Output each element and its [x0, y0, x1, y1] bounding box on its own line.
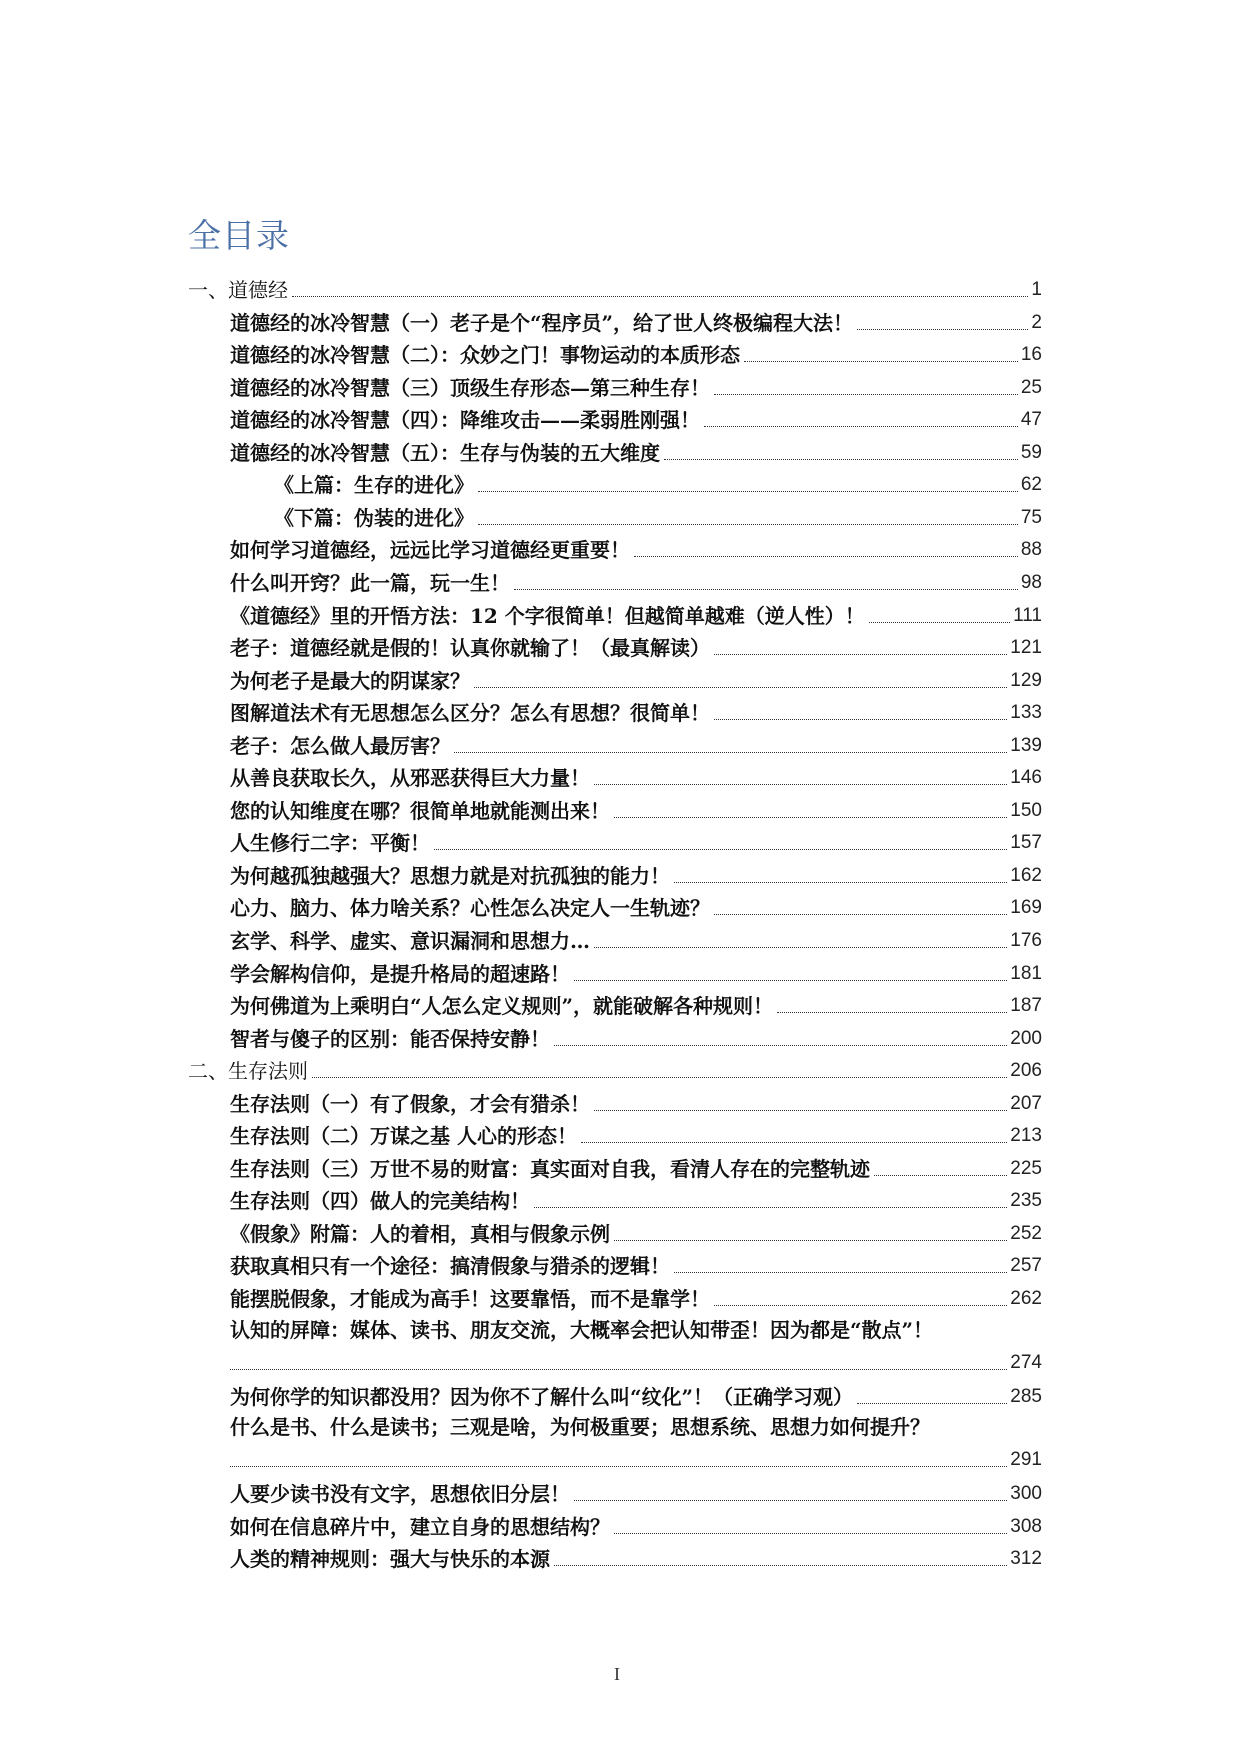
toc-entry[interactable] — [0, 598, 1241, 630]
dot-leader — [714, 913, 1007, 915]
dot-leader — [614, 1239, 1007, 1241]
toc-entry-page: 207 — [1010, 1093, 1042, 1114]
dot-leader — [534, 1206, 1007, 1208]
toc-entry-title: 《上篇：生存的进化》 — [274, 473, 474, 497]
toc-entry[interactable] — [0, 630, 1241, 662]
dot-leader — [581, 1141, 1007, 1143]
toc-entry[interactable] — [0, 532, 1241, 564]
toc-entry-page: 235 — [1010, 1190, 1042, 1211]
dot-leader — [574, 1499, 1007, 1501]
toc-entry-title: 认知的屏障：媒体、读书、朋友交流，大概率会把认知带歪！因为都是“散点”！ — [230, 1318, 934, 1342]
toc-entry[interactable] — [0, 956, 1241, 988]
toc-entry[interactable] — [0, 1379, 1241, 1411]
toc-entry-title: 老子：道德经就是假的！认真你就输了！（最真解读） — [230, 636, 710, 660]
dot-leader — [574, 979, 1007, 981]
toc-entry-page: 176 — [1010, 930, 1042, 951]
dot-leader — [674, 1271, 1007, 1273]
toc-entry[interactable] — [0, 1086, 1241, 1118]
dot-leader — [614, 1532, 1007, 1534]
toc-entry-page: 146 — [1010, 767, 1042, 788]
toc-entry-title: 如何在信息碎片中，建立自身的思想结构？ — [230, 1515, 610, 1539]
dot-leader — [230, 1368, 1007, 1370]
toc-title: 全目录 — [188, 216, 290, 255]
toc-entry[interactable] — [0, 1314, 1241, 1379]
footer-page-number: I — [614, 1664, 620, 1684]
toc-entry-page: 139 — [1010, 735, 1042, 756]
toc-entry-title: 什么叫开窍？此一篇，玩一生！ — [230, 571, 510, 595]
dot-leader — [554, 1564, 1007, 1566]
toc-entry-page: 308 — [1010, 1516, 1042, 1537]
dot-leader — [312, 1076, 1007, 1078]
dot-leader — [478, 523, 1018, 525]
toc-entry-title: 生存法则（三）万世不易的财富：真实面对自我，看清人存在的完整轨迹 — [230, 1157, 870, 1181]
toc-entry-page: 225 — [1010, 1158, 1042, 1179]
toc-entry[interactable] — [0, 988, 1241, 1020]
toc-entry-page: 274 — [1010, 1351, 1042, 1373]
dot-leader — [514, 588, 1018, 590]
toc-entry-title: 《道德经》里的开悟方法：12 个字很简单！但越简单越难（逆人性）！ — [230, 604, 865, 628]
dot-leader — [869, 621, 1010, 623]
toc-entry-title: 为何越孤独越强大？思想力就是对抗孤独的能力！ — [230, 864, 670, 888]
toc-entry-page: 257 — [1010, 1255, 1042, 1276]
dot-leader — [744, 360, 1018, 362]
toc-entry-page: 187 — [1010, 995, 1042, 1016]
toc-entry-page: 88 — [1020, 539, 1042, 560]
toc-entry-page: 206 — [1010, 1060, 1042, 1081]
toc-entry-page: 16 — [1020, 344, 1042, 365]
toc-entry-title: 人类的精神规则：强大与快乐的本源 — [230, 1547, 550, 1571]
toc-entry-title: 道德经的冰冷智慧（四）：降维攻击——柔弱胜刚强！ — [230, 408, 700, 432]
toc-entry-page: 300 — [1010, 1483, 1042, 1504]
toc-entry-page: 162 — [1010, 865, 1042, 886]
toc-entry[interactable] — [0, 1216, 1241, 1248]
toc-entry-title: 智者与傻子的区别：能否保持安静！ — [230, 1027, 550, 1051]
toc-entry[interactable] — [0, 890, 1241, 922]
toc-entry[interactable] — [0, 370, 1241, 402]
toc-entry[interactable] — [0, 1248, 1241, 1280]
dot-leader — [714, 718, 1007, 720]
toc-entry-page: 75 — [1020, 507, 1042, 528]
toc-entry-title: 为何佛道为上乘明白“人怎么定义规则”，就能破解各种规则！ — [230, 994, 774, 1018]
dot-leader — [777, 1011, 1007, 1013]
toc-entry-title: 为何老子是最大的阴谋家？ — [230, 669, 470, 693]
toc-entry-page: 252 — [1010, 1223, 1042, 1244]
toc-entry[interactable] — [0, 1021, 1241, 1053]
toc-entry-page: 291 — [1010, 1448, 1042, 1470]
toc-entry-title: 您的认知维度在哪？很简单地就能测出来！ — [230, 799, 610, 823]
toc-entry-title: 生存法则（二）万谋之基 人心的形态！ — [230, 1124, 577, 1148]
toc-entry[interactable] — [0, 793, 1241, 825]
toc-entry[interactable] — [0, 1476, 1241, 1508]
toc-entry[interactable] — [0, 1118, 1241, 1150]
toc-entry[interactable] — [0, 435, 1241, 467]
dot-leader — [594, 1109, 1007, 1111]
toc-entry[interactable] — [0, 1183, 1241, 1215]
toc-entry[interactable] — [0, 337, 1241, 369]
toc-entry-page: 62 — [1020, 474, 1042, 495]
toc-entry-title: 什么是书、什么是读书；三观是啥，为何极重要；思想系统、思想力如何提升？ — [230, 1415, 930, 1439]
dot-leader — [474, 686, 1007, 688]
toc-entry-title: 一、道德经 — [188, 278, 288, 302]
toc-entry-title: 玄学、科学、虚实、意识漏洞和思想力… — [230, 929, 590, 953]
toc-entry[interactable] — [0, 663, 1241, 695]
toc-entry[interactable] — [0, 1411, 1241, 1476]
toc-entry[interactable] — [0, 500, 1241, 532]
toc-entry-page: 47 — [1020, 409, 1042, 430]
toc-entry-page: 200 — [1010, 1028, 1042, 1049]
toc-entry[interactable] — [0, 1541, 1241, 1573]
dot-leader — [478, 490, 1018, 492]
toc-entry-title: 人生修行二字：平衡！ — [230, 831, 430, 855]
toc-entry[interactable] — [0, 467, 1241, 499]
dot-leader — [674, 881, 1007, 883]
dot-leader — [874, 1174, 1007, 1176]
toc-entry-title: 生存法则（一）有了假象，才会有猎杀！ — [230, 1092, 590, 1116]
dot-leader — [434, 848, 1007, 850]
dot-leader — [857, 1402, 1007, 1404]
toc-entry-title: 如何学习道德经，远远比学习道德经更重要！ — [230, 538, 630, 562]
toc-entry-page: 285 — [1010, 1386, 1042, 1407]
toc-entry-title: 道德经的冰冷智慧（五）：生存与伪装的五大维度 — [230, 441, 660, 465]
dot-leader — [634, 555, 1018, 557]
dot-leader — [230, 1465, 1007, 1467]
dot-leader — [714, 1304, 1007, 1306]
toc-entry-title: 心力、脑力、体力啥关系？心性怎么决定人一生轨迹？ — [230, 896, 710, 920]
toc-entry-page: 25 — [1020, 377, 1042, 398]
toc-entry-page: 169 — [1010, 897, 1042, 918]
toc-entry-page: 157 — [1010, 832, 1042, 853]
toc-entry[interactable] — [0, 825, 1241, 857]
toc-entry[interactable] — [0, 305, 1241, 337]
toc-entry-page: 98 — [1020, 572, 1042, 593]
toc-entry[interactable] — [0, 695, 1241, 727]
toc-entry[interactable] — [0, 565, 1241, 597]
toc-entry-title: 学会解构信仰，是提升格局的超速路！ — [230, 962, 570, 986]
dot-leader — [857, 328, 1028, 330]
toc-entry-title: 道德经的冰冷智慧（二）：众妙之门！事物运动的本质形态 — [230, 343, 740, 367]
dot-leader — [614, 816, 1007, 818]
toc-entry[interactable] — [0, 1281, 1241, 1313]
toc-entry[interactable] — [0, 1151, 1241, 1183]
toc-entry-title: 生存法则（四）做人的完美结构！ — [230, 1189, 530, 1213]
toc-entry-page: 111 — [1013, 605, 1042, 626]
toc-entry-page: 262 — [1010, 1288, 1042, 1309]
toc-entry-title: 道德经的冰冷智慧（三）顶级生存形态—第三种生存！ — [230, 376, 710, 400]
toc-entry[interactable] — [0, 272, 1241, 304]
toc-entry-title: 为何你学的知识都没用？因为你不了解什么叫“纹化”！（正确学习观） — [230, 1385, 854, 1409]
dot-leader — [292, 295, 1028, 297]
dot-leader — [454, 751, 1007, 753]
toc-entry-title: 《下篇：伪装的进化》 — [274, 506, 474, 530]
dot-leader — [704, 425, 1018, 427]
dot-leader — [664, 458, 1018, 460]
toc-entry-page: 2 — [1031, 312, 1042, 333]
toc-entry-title: 图解道法术有无思想怎么区分？怎么有思想？很简单！ — [230, 701, 710, 725]
toc-entry-page: 1 — [1031, 279, 1042, 300]
toc-entry-title: 《假象》附篇：人的着相，真相与假象示例 — [230, 1222, 610, 1246]
toc-entry-title: 老子：怎么做人最厉害？ — [230, 734, 450, 758]
toc-entry[interactable] — [0, 760, 1241, 792]
toc-entry-page: 181 — [1010, 963, 1042, 984]
toc-entry-page: 213 — [1010, 1125, 1042, 1146]
toc-entry[interactable] — [0, 728, 1241, 760]
toc-entry[interactable] — [0, 1053, 1241, 1085]
toc-entry[interactable] — [0, 402, 1241, 434]
dot-leader — [594, 783, 1007, 785]
toc-entry-title: 获取真相只有一个途径：搞清假象与猎杀的逻辑！ — [230, 1254, 670, 1278]
dot-leader — [714, 393, 1018, 395]
toc-entry-page: 121 — [1010, 637, 1042, 658]
dot-leader — [714, 653, 1007, 655]
toc-entry-title: 能摆脱假象，才能成为高手！这要靠悟，而不是靠学！ — [230, 1287, 710, 1311]
toc-entry-page: 133 — [1010, 702, 1042, 723]
toc-entry-title: 二、生存法则 — [188, 1059, 308, 1083]
toc-entry[interactable] — [0, 1509, 1241, 1541]
toc-entry[interactable] — [0, 858, 1241, 890]
toc-entry-page: 59 — [1020, 442, 1042, 463]
dot-leader — [554, 1044, 1007, 1046]
toc-entry-page: 312 — [1010, 1548, 1042, 1569]
toc-entry-title: 从善良获取长久，从邪恶获得巨大力量！ — [230, 766, 590, 790]
toc-entry-page: 129 — [1010, 670, 1042, 691]
dot-leader — [594, 946, 1007, 948]
toc-entry-title: 道德经的冰冷智慧（一）老子是个“程序员”，给了世人终极编程大法！ — [230, 311, 854, 335]
toc-entry[interactable] — [0, 923, 1241, 955]
toc-entry-title: 人要少读书没有文字，思想依旧分层！ — [230, 1482, 570, 1506]
toc-entry-page: 150 — [1010, 800, 1042, 821]
